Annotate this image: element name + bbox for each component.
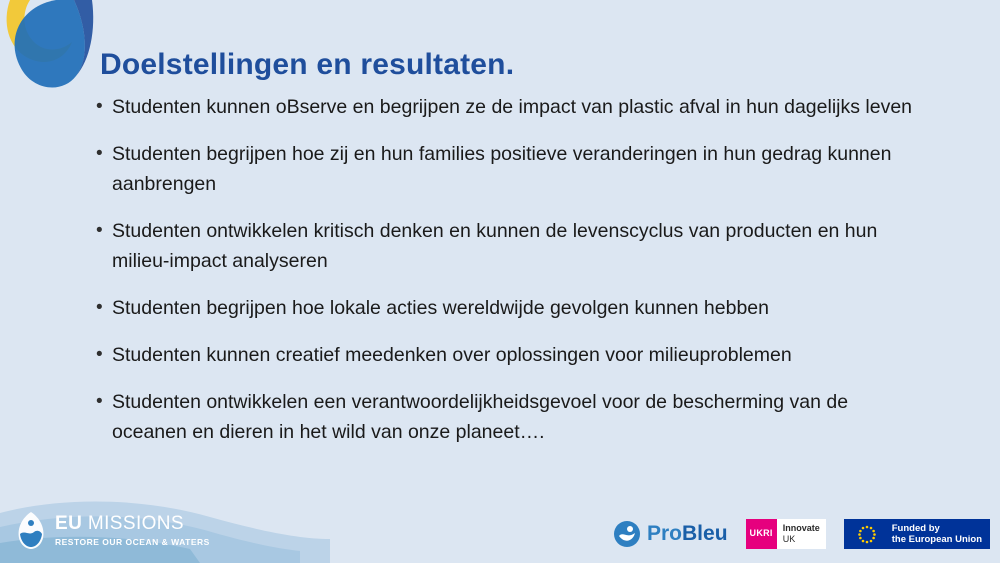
page-title: Doelstellingen en resultaten. [100,48,515,81]
eu-missions-subtitle: RESTORE OUR OCEAN & WATERS [55,537,210,547]
list-item [90,92,920,122]
problue-wordmark [647,522,728,546]
eu-missions-text-block [55,513,210,547]
bullet-icon: • [96,96,103,117]
list-item-text: Studenten kunnen oBserve en begrijpen ze de impact van plastic afval in hun dagelijks leven [112,96,913,118]
eu-funded-line1: Funded by [891,523,940,534]
eu-flag-icon [848,521,886,547]
list-item-text: Studenten begrijpen hoe zij en hun families positieve veranderingen in hun gedrag kunnen aanbrengen [112,143,892,195]
innovate-uk-line1: Innovate [782,523,820,533]
eu-funded-line2: the European Union [891,534,982,545]
bullet-icon: • [96,297,103,318]
innovate-uk-text [777,519,826,549]
moon-drop-logo-icon [0,0,110,105]
eu-missions-logo [14,507,210,553]
bullet-icon: • [96,344,103,365]
bullet-icon: • [96,143,103,164]
eu-missions-title-bold: EU [55,513,83,534]
list-item-text: Studenten ontwikkelen een verantwoordelijkheidsgevoel voor de bescherming van de oceanen en dieren in het wild van onze planeet…. [112,391,849,443]
list-item [90,340,920,370]
list-item-text: Studenten ontwikkelen kritisch denken en kunnen de levenscyclus van producten en hun milieu-impact analyseren [112,220,878,272]
bullet-list [90,92,920,464]
ukri-mark [746,519,777,549]
list-item-text: Studenten begrijpen hoe lokale acties wereldwijde gevolgen kunnen hebben [112,297,769,319]
list-item-text: Studenten kunnen creatief meedenken over oplossingen voor milieuproblemen [112,344,792,366]
problue-name-part1: Pro [647,522,683,545]
bullet-icon: • [96,220,103,241]
problue-logo [613,520,728,548]
eu-missions-title [55,513,210,534]
list-item [90,216,920,276]
eu-funded-logo [844,519,990,549]
problue-name-part2: Bleu [682,522,728,545]
wave-emblem-icon [14,510,48,550]
list-item [90,293,920,323]
ukri-mark-line1: UKRI [749,528,773,539]
innovate-uk-line2: UK [782,534,796,544]
problue-swirl-icon [613,520,641,548]
eu-funded-text-block [892,523,982,545]
bullet-icon: • [96,391,103,412]
ukri-innovate-uk-logo [746,519,826,549]
eu-missions-title-light: MISSIONS [87,513,184,534]
list-item [90,387,920,447]
list-item [90,139,920,199]
partner-logos [613,519,990,549]
